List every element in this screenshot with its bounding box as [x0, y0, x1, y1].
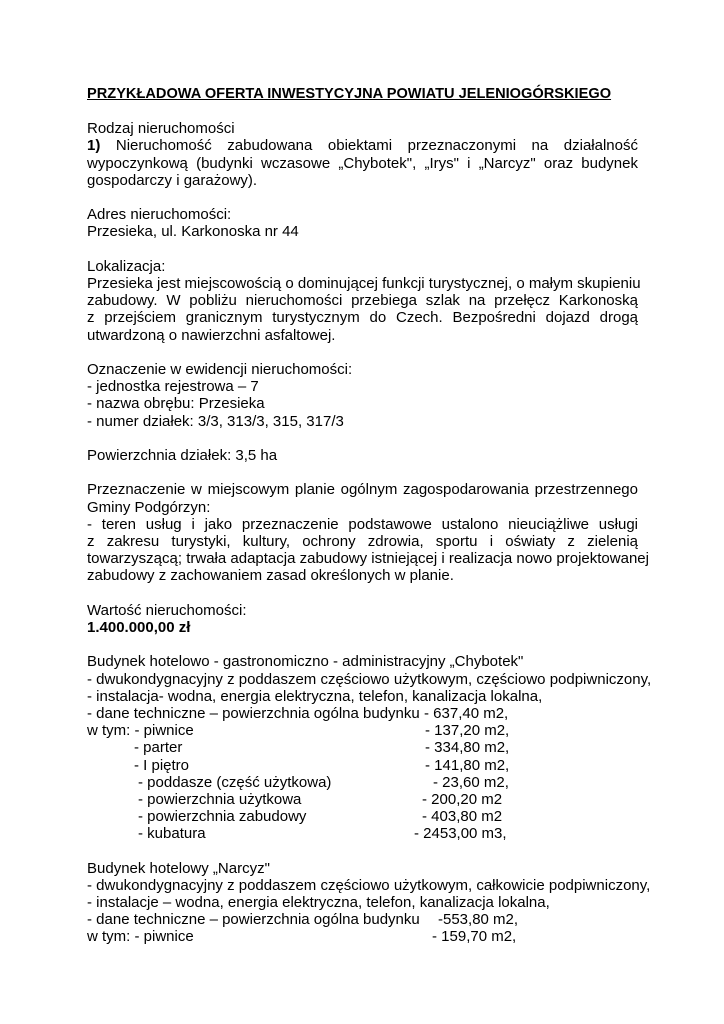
- property-type-label: Rodzaj nieruchomości: [87, 120, 235, 138]
- plot-area: Powierzchnia działek: 3,5 ha: [87, 447, 278, 464]
- value-label: Wartość nieruchomości:: [87, 601, 247, 619]
- spec-label: - powierzchnia użytkowa: [138, 790, 302, 808]
- spec-value: -553,80 m2,: [438, 911, 519, 929]
- chybotek-spec-row: [87, 722, 638, 739]
- chybotek-spec-row: [87, 791, 638, 808]
- address-section: [87, 206, 638, 240]
- zoning-line-2: Gminy Podgórzyn:: [87, 498, 211, 516]
- chybotek-spec-row: [87, 757, 638, 774]
- chybotek-line: - dwukondygnacyjny z poddaszem częściowo użytkowym, częściowo podpiwniczony,: [87, 670, 652, 688]
- spec-label: w tym: - piwnice: [87, 928, 194, 946]
- spec-label: - powierzchnia zabudowy: [138, 808, 307, 826]
- property-type-line-3: gospodarczy i garażowy).: [87, 171, 258, 189]
- spec-label: - I piętro: [134, 756, 190, 774]
- chybotek-spec-row: [87, 825, 638, 842]
- spec-label: w tym: - piwnice: [87, 722, 194, 740]
- location-line-3: z przejściem granicznym turystycznym do Czech. Bezpośredni dojazd drogą: [87, 309, 638, 327]
- spec-value: - 200,20 m2: [422, 790, 503, 808]
- location-label: Lokalizacja:: [87, 257, 166, 275]
- spec-label: - parter: [134, 739, 183, 757]
- zoning-section: [87, 481, 649, 585]
- chybotek-spec-row: [87, 808, 638, 825]
- value-section: [87, 602, 638, 636]
- property-type-number: 1): [87, 137, 101, 155]
- chybotek-heading: Budynek hotelowo - gastronomiczno - administracyjny „Chybotek": [87, 653, 524, 671]
- narcyz-section: [87, 859, 651, 946]
- document-page: [87, 86, 652, 963]
- property-type-line-1-text: Nieruchomość zabudowana obiektami przeznaczonymi na działalność: [115, 137, 638, 155]
- registry-item: - numer działek: 3/3, 313/3, 315, 317/3: [87, 412, 344, 430]
- document-title: PRZYKŁADOWA OFERTA INWESTYCYJNA POWIATU JELENIOGÓRSKIEGO: [87, 86, 612, 102]
- spec-label: - dane techniczne – powierzchnia ogólna budynku: [87, 705, 420, 722]
- spec-value: - 141,80 m2,: [425, 756, 510, 774]
- location-line-2: zabudowy. W pobliżu nieruchomości przebiega szlak na przełęcz Karkonoską: [87, 292, 638, 310]
- location-line-1: Przesieka jest miejscowością o dominującej funkcji turystycznej, o małym skupieniu: [87, 275, 641, 292]
- spec-label: - kubatura: [138, 825, 206, 843]
- location-section: [87, 257, 641, 344]
- registry-section: [87, 361, 638, 430]
- narcyz-spec-row: [87, 928, 638, 945]
- spec-value: - 159,70 m2,: [432, 928, 517, 946]
- chybotek-line: - instalacja- wodna, energia elektryczna, telefon, kanalizacja lokalna,: [87, 687, 543, 705]
- property-value-amount: 1.400.000,00 zł: [87, 619, 191, 636]
- registry-item: - nazwa obrębu: Przesieka: [87, 395, 265, 413]
- spec-value: - 334,80 m2,: [425, 739, 510, 757]
- zoning-line-4: z zakresu turystyki, kultury, ochrony zdrowia, sportu i oświaty z zielenią: [87, 533, 638, 550]
- narcyz-heading: Budynek hotelowy „Narcyz": [87, 859, 270, 877]
- property-type-line-1: [87, 137, 638, 154]
- chybotek-section: [87, 653, 652, 843]
- spec-label: - dane techniczne – powierzchnia ogólna budynku: [87, 911, 420, 929]
- address-value: Przesieka, ul. Karkonoska nr 44: [87, 223, 299, 241]
- zoning-line-1: Przeznaczenie w miejscowym planie ogólnym zagospodarowania przestrzennego: [87, 481, 638, 499]
- zoning-line-6: zabudowy z zachowaniem zasad określonych w planie.: [87, 567, 454, 585]
- chybotek-spec-row: [87, 739, 638, 756]
- spec-label: - poddasze (część użytkowa): [138, 773, 332, 791]
- spec-value: - 23,60 m2,: [433, 773, 509, 791]
- registry-label: Oznaczenie w ewidencji nieruchomości:: [87, 361, 353, 378]
- property-type-section: [87, 120, 638, 189]
- narcyz-line: - instalacje – wodna, energia elektryczna, telefon, kanalizacja lokalna,: [87, 894, 550, 912]
- spec-value: - 637,40 m2,: [424, 705, 509, 722]
- zoning-line-5: towarzyszącą; trwała adaptacja zabudowy istniejącej i realizacja nowo projektowanej: [87, 550, 649, 568]
- address-label: Adres nieruchomości:: [87, 206, 232, 224]
- zoning-line-3: - teren usług i jako przeznaczenie podstawowe ustalono nieuciążliwe usługi: [87, 515, 638, 533]
- registry-item: - jednostka rejestrowa – 7: [87, 378, 259, 396]
- spec-value: - 137,20 m2,: [425, 722, 510, 740]
- property-type-line-2: wypoczynkową (budynki wczasowe „Chybotek", „Irys" i „Narcyz" oraz budynek: [87, 154, 638, 172]
- chybotek-spec-row: [87, 774, 638, 791]
- narcyz-line: - dwukondygnacyjny z poddaszem częściowo użytkowym, całkowicie podpiwniczony,: [87, 876, 651, 894]
- location-line-4: utwardzoną o nawierzchni asfaltowej.: [87, 326, 336, 344]
- area-section: [87, 447, 638, 464]
- spec-value: - 2453,00 m3,: [414, 825, 507, 843]
- chybotek-spec-row: [87, 705, 638, 722]
- spec-value: - 403,80 m2: [422, 808, 503, 826]
- narcyz-spec-row: [87, 911, 638, 928]
